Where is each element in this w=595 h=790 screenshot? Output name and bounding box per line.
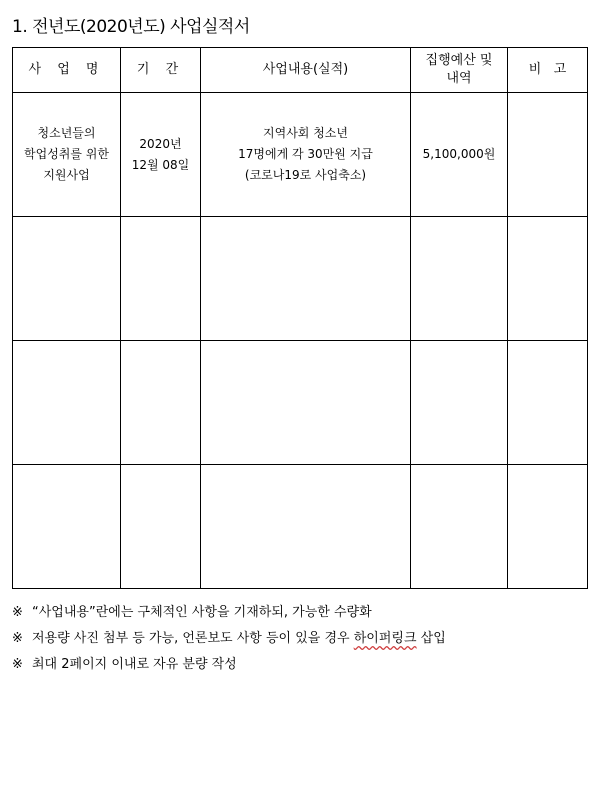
cell-content[interactable] <box>201 217 411 341</box>
header-budget-line2: 내역 <box>446 71 472 86</box>
period-line: 12월 08일 <box>131 157 190 172</box>
cell-budget[interactable] <box>411 341 508 465</box>
notes-section <box>12 600 446 678</box>
cell-remarks[interactable] <box>508 341 588 465</box>
project-name-line: 학업성취를 위한 <box>24 147 109 161</box>
project-name-line: 청소년들의 <box>37 126 96 140</box>
performance-table <box>12 47 588 589</box>
header-budget-line1: 집행예산 및 <box>425 53 493 68</box>
cell-remarks[interactable] <box>508 217 588 341</box>
cell-remarks[interactable] <box>508 93 588 217</box>
cell-budget[interactable] <box>411 217 508 341</box>
spellcheck-flagged-word: 하이퍼링크 <box>353 631 417 646</box>
cell-period[interactable] <box>121 341 201 465</box>
header-project-name: 사 업 명 <box>13 48 121 93</box>
cell-content[interactable] <box>201 341 411 465</box>
cell-project-name[interactable] <box>13 93 121 217</box>
header-content: 사업내용(실적) <box>201 48 411 93</box>
cell-budget[interactable] <box>411 465 508 589</box>
cell-content[interactable] <box>201 465 411 589</box>
budget-value: 5,100,000원 <box>422 147 496 161</box>
note-item <box>12 626 446 652</box>
period-line: 2020년 <box>139 136 182 151</box>
reference-mark: ※ <box>12 631 23 646</box>
page-title: 1. 전년도(2020년도) 사업실적서 <box>12 17 250 37</box>
header-budget <box>411 48 508 93</box>
content-line: (코로나19로 사업축소) <box>244 168 367 182</box>
cell-remarks[interactable] <box>508 465 588 589</box>
cell-project-name[interactable] <box>13 217 121 341</box>
cell-project-name[interactable] <box>13 465 121 589</box>
table-row <box>13 93 588 217</box>
note-text: 삽입 <box>416 631 446 646</box>
content-line: 지역사회 청소년 <box>263 126 348 140</box>
table-row <box>13 465 588 589</box>
table-row <box>13 217 588 341</box>
reference-mark: ※ <box>12 657 23 672</box>
cell-period[interactable] <box>121 93 201 217</box>
cell-period[interactable] <box>121 217 201 341</box>
table-header-row <box>13 48 588 93</box>
header-remarks: 비 고 <box>508 48 588 93</box>
table-row <box>13 341 588 465</box>
note-item <box>12 600 446 626</box>
cell-period[interactable] <box>121 465 201 589</box>
note-text: 최대 2페이지 이내로 자유 분량 작성 <box>32 657 237 672</box>
note-text: 저용량 사진 첨부 등 가능, 언론보도 사항 등이 있을 경우 <box>32 631 354 646</box>
note-text: “사업내용”란에는 구체적인 사항을 기재하되, 가능한 수량화 <box>32 605 372 620</box>
project-name-line: 지원사업 <box>43 168 90 182</box>
reference-mark: ※ <box>12 605 23 620</box>
header-period: 기 간 <box>121 48 201 93</box>
content-line: 17명에게 각 30만원 지급 <box>238 147 373 161</box>
note-item <box>12 652 446 678</box>
cell-budget[interactable] <box>411 93 508 217</box>
cell-content[interactable] <box>201 93 411 217</box>
cell-project-name[interactable] <box>13 341 121 465</box>
